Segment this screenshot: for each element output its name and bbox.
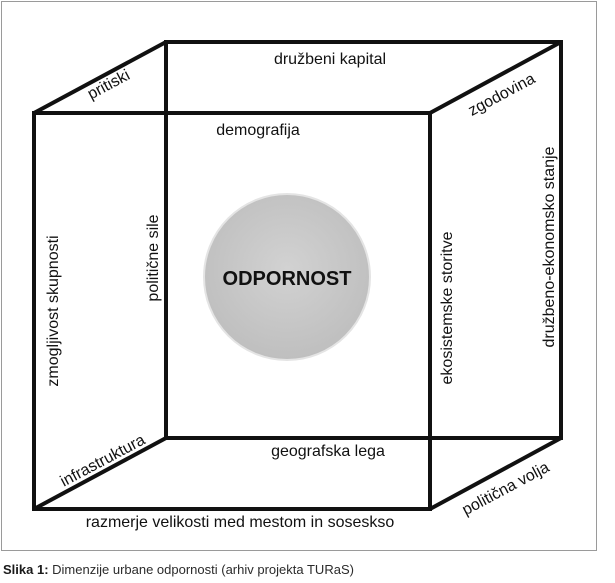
label-razmerje-velikosti: razmerje velikosti med mestom in soseskso xyxy=(85,514,395,531)
figure-caption xyxy=(3,562,354,577)
caption-label: Slika 1: xyxy=(3,562,49,577)
label-infrastruktura: infrastruktura xyxy=(57,431,149,491)
label-pritiski: pritiski xyxy=(84,66,133,104)
label-zmogljivost-skupnosti: zmogljivost skupnosti xyxy=(45,235,62,387)
edge-top-left xyxy=(34,42,166,113)
label-demografija: demografija xyxy=(216,122,300,139)
caption-text: Dimenzije urbane odpornosti (arhiv projekta TURaS) xyxy=(52,562,354,577)
center-label: ODPORNOST xyxy=(222,268,352,290)
label-ekosistemske-storitve: ekosistemske storitve xyxy=(439,231,456,385)
label-druzbeni-kapital: družbeni kapital xyxy=(273,51,387,68)
label-politicna-volja: politična volja xyxy=(459,458,553,520)
label-geografska-lega: geografska lega xyxy=(271,443,385,460)
label-zgodovina: zgodovina xyxy=(465,70,539,120)
label-politicne-sile: politične sile xyxy=(145,214,162,302)
edge-bottom-left xyxy=(34,438,166,509)
label-druzbeno-ekonomsko-stanje: družbeno-ekonomsko stanje xyxy=(541,146,558,348)
